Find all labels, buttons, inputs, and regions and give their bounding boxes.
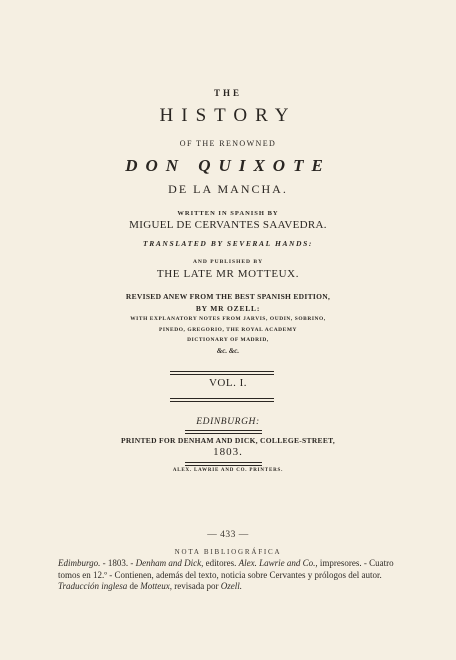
nota-text: revisada por (172, 581, 221, 592)
and-published-by: AND PUBLISHED BY (192, 259, 264, 265)
printed-for-line: PRINTED FOR DENHAM AND DICK, COLLEGE-STREET, (120, 436, 336, 445)
translated-line: TRANSLATED BY SEVERAL HANDS: (143, 239, 313, 248)
divider-rule (185, 430, 262, 431)
divider-rule (170, 371, 274, 372)
imprint-year: 1803. (213, 446, 243, 458)
nota-publishers: Denham and Dick, (135, 558, 204, 568)
printers-line: ALEX. LAWRIE AND CO. PRINTERS. (172, 468, 284, 473)
notes-line-1: WITH EXPLANATORY NOTES FROM JARVIS, OUDIN, SOBRINO, (130, 316, 326, 322)
nota-heading: NOTA BIBLIOGRÁFICA (174, 548, 282, 556)
title-the: THE (213, 88, 242, 98)
nota-paragraph-1 (58, 558, 410, 581)
notes-line-2: PINEDO, GREGORIO, THE ROYAL ACADEMY (158, 327, 298, 333)
title-de-la-mancha: DE LA MANCHA. (168, 182, 288, 196)
nota-text: impresores. - Cuatro tomos en 12.º - Contienen, además del texto, noticia sobre Cervantes y prólogos del autor. (58, 558, 394, 580)
volume-label: VOL. I. (208, 377, 248, 389)
written-in-spanish-by: WRITTEN IN SPANISH BY (177, 210, 279, 217)
title-don-quixote: DON QUIXOTE (125, 156, 331, 175)
etc-line: &c. &c. (216, 347, 240, 355)
divider-rule (185, 462, 262, 463)
imprint-city: EDINBURGH: (196, 417, 260, 427)
notes-line-3: DICTIONARY OF MADRID, (187, 337, 269, 343)
revised-line: REVISED ANEW FROM THE BEST SPANISH EDITION, (125, 292, 331, 301)
nota-body (58, 558, 410, 593)
nota-paragraph-2 (58, 581, 410, 593)
page-number: — 433 — (207, 530, 249, 540)
nota-ozell: Ozell. (220, 581, 242, 592)
nota-translation: Traducción inglesa (58, 581, 128, 592)
nota-text: - 1803. - (100, 558, 136, 568)
nota-text: de (127, 581, 141, 592)
nota-city: Edimburgo. (58, 558, 101, 568)
divider-rule (170, 398, 274, 399)
title-of-the-renowned: OF THE RENOWNED (179, 139, 277, 148)
by-ozell-line: BY MR OZELL: (195, 304, 261, 313)
title-history: HISTORY (159, 105, 297, 126)
publisher-name: THE LATE MR MOTTEUX. (156, 268, 300, 280)
nota-text: editores. (203, 558, 239, 568)
nota-motteux: Motteux, (140, 581, 172, 592)
author-name: MIGUEL DE CERVANTES SAAVEDRA. (129, 219, 327, 231)
nota-printers: Alex. Lawrie and Co., (238, 558, 318, 568)
